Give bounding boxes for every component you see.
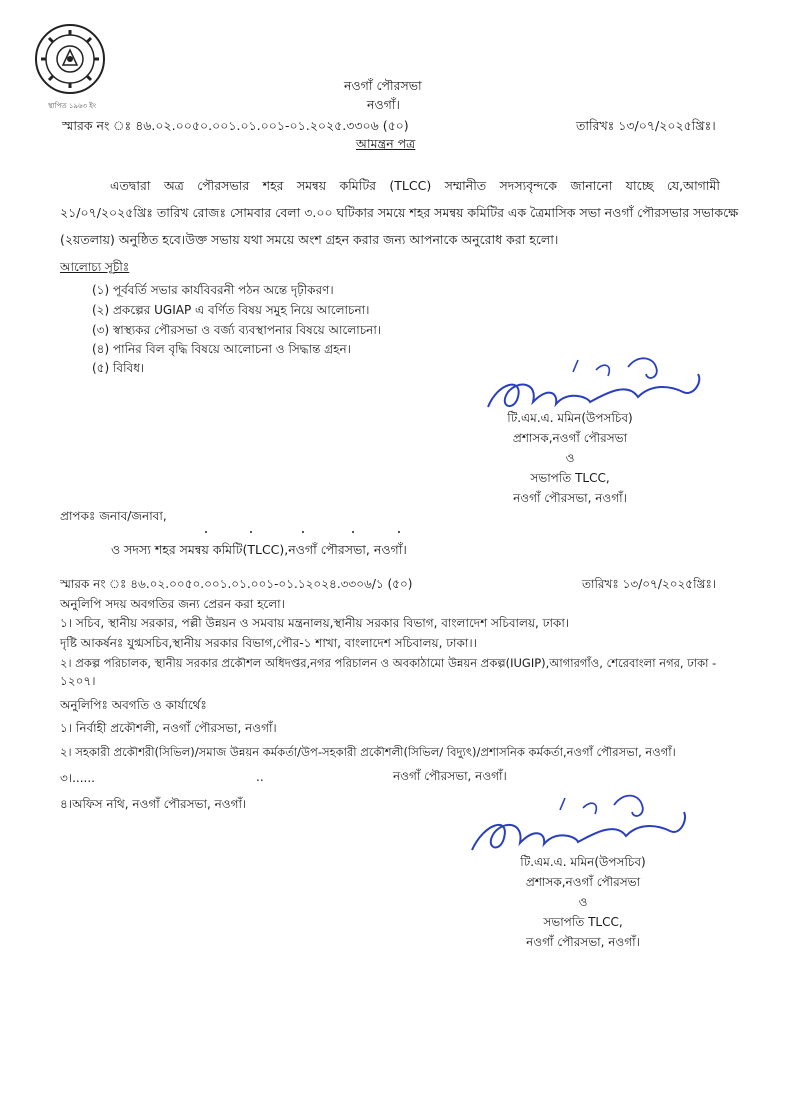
agenda-item-5: (৫) বিবিধ।: [92, 361, 145, 375]
action-item-3-dots: ..: [256, 770, 264, 784]
agenda-item-4: (৪) পানির বিল বৃদ্ধি বিষয়ে আলোচনা ও সিদ্ধান্ত গ্রহন।: [92, 342, 351, 356]
copy-date: তারিখঃ ১৩/০৭/২০২৫খ্রিঃ।: [582, 577, 717, 591]
action-item-3: ৩।......: [60, 771, 95, 785]
agenda-heading: আলোচ্য সূচীঃ: [60, 260, 130, 274]
memo-ref-number: স্মারক নং ঃ ৪৬.০২.০০৫০.০০১.০১.০০১-০১.২০২৫.৩৩০৬ (৫০): [62, 118, 409, 133]
signatory-and-2: ও: [578, 895, 588, 909]
copy-item-2a: ২। প্রকল্প পরিচালক, স্থানীয় সরকার প্রকৌশল অধিদপ্তর,নগর পরিচালন ও অবকাঠামো উন্নয়ন প্রকল্প(IUGIP),আগারগাঁও, শেরেবাংলা নগর, ঢাকা -: [60, 656, 717, 670]
signatory-office: নওগাঁ পৌরসভা, নওগাঁ।: [513, 491, 627, 505]
copy-item-2b: ১২০৭।: [60, 674, 96, 688]
copy-item-1: ১। সচিব, স্থানীয় সরকার, পল্লী উন্নয়ন ও সমবায় মন্ত্রনালয়,স্থানীয় সরকার বিভাগ, বাংলাদেশ সচিবালয়, ঢাকা।: [60, 616, 570, 630]
signatory-title: প্রশাসক,নওগাঁ পৌরসভা: [512, 431, 628, 445]
signatory-and: ও: [565, 451, 575, 465]
action-item-4: ৪।অফিস নথি, নওগাঁ পৌরসভা, নওগাঁ।: [60, 797, 247, 811]
action-item-2: ২। সহকারী প্রকৌশরী(সিভিল)/সমাজ উন্নয়ন কর্মকর্তা/উপ-সহকারী প্রকৌশলী(সিভিল/ বিদ্যুৎ)/প্রশাসনিক কর্মকর্তা,নওগাঁ পৌরসভা, নওগাঁ।: [60, 745, 676, 759]
action-heading: অনুলিপিঃ অবগতি ও কার্যার্থেঃ: [60, 698, 207, 712]
action-item-3-tail: নওগাঁ পৌরসভা, নওগাঁ।: [393, 769, 507, 783]
signatory-name-2: টি.এম.এ. মমিন(উপসচিব): [520, 855, 646, 869]
signatory-chair-2: সভাপতি TLCC,: [543, 915, 623, 929]
body-line-2: ২১/০৭/২০২৫খ্রিঃ তারিখ রোজঃ সোমবার বেলা ৩.০০ ঘটিকার সময়ে শহর সমন্বয় কমিটির এক ত্রৈমাসিক সভা নওগাঁ পৌরসভার সভাকক্ষে: [60, 205, 739, 220]
seal-sub-text: স্থাপিত ১৯৬৩ ইং: [48, 102, 96, 110]
copy-ref-number: স্মারক নং ঃ ৪৬.০২.০০৫০.০০১.০১.০০১-০১.১২০২৪.৩৩০৬/১ (৫০): [60, 577, 413, 591]
body-line-1: এতদ্বারা অত্র পৌরসভার শহর সমন্বয় কমিটির (TLCC) সম্মানীত সদস্যবৃন্দকে জানানো যাচ্ছে যে,আগামী: [110, 178, 720, 193]
municipality-seal-icon: [33, 22, 107, 96]
agenda-item-3: (৩) স্বাস্থ্যকর পৌরসভা ও বর্জ্য ব্যবস্থাপনার বিষয়ে আলোচনা।: [92, 323, 382, 337]
signatory-title-2: প্রশাসক,নওগাঁ পৌরসভা: [525, 875, 641, 889]
office-name: নওগাঁ পৌরসভা: [344, 78, 422, 93]
recipient-to: প্রাপকঃ জনাব/জনাবা,: [60, 509, 167, 523]
signatory-name: টি.এম.এ. মমিন(উপসচিব): [507, 411, 633, 425]
signatory-office-2: নওগাঁ পৌরসভা, নওগাঁ।: [526, 935, 640, 949]
office-city: নওগাঁ।: [367, 97, 400, 112]
signatory-block-2: [483, 852, 683, 952]
signatory-block-1: [470, 408, 670, 508]
action-item-1: ১। নির্বাহী প্রকৌশলী, নওগাঁ পৌরসভা, নওগাঁ।: [60, 721, 277, 735]
memo-date: তারিখঃ ১৩/০৭/২০২৫খ্রিঃ।: [576, 118, 716, 133]
memo-subject: আমন্ত্রন পত্র: [356, 136, 416, 151]
agenda-item-1: (১) পূর্ববর্তি সভার কার্যবিবরনী পঠন অন্তে দৃঢ়ীকরণ।: [92, 283, 334, 297]
agenda-item-2: (২) প্রকল্পের UGIAP এ বর্ণিত বিষয় সমুহ নিয়ে আলোচনা।: [92, 303, 370, 317]
body-line-3: (২য়তলায়) অনুষ্ঠিত হবে।উক্ত সভায় যথা সময়ে অংশ গ্রহন করার জন্য আপনাকে অনুরোধ করা হলো।: [60, 232, 559, 247]
copy-intro: অনুলিপি সদয় অবগতির জন্য প্রেরন করা হলো।: [60, 597, 285, 611]
copy-item-1-attention: দৃষ্টি আকর্ষনঃ যুগ্মসচিব,স্থানীয় সরকার বিভাগ,পৌর-১ শাখা, বাংলাদেশ সচিবালয়, ঢাকা।।: [60, 636, 477, 650]
signatory-chair: সভাপতি TLCC,: [530, 471, 610, 485]
recipient-line: ও সদস্য শহর সমন্বয় কমিটি(TLCC),নওগাঁ পৌরসভা, নওগাঁ।: [111, 542, 407, 557]
